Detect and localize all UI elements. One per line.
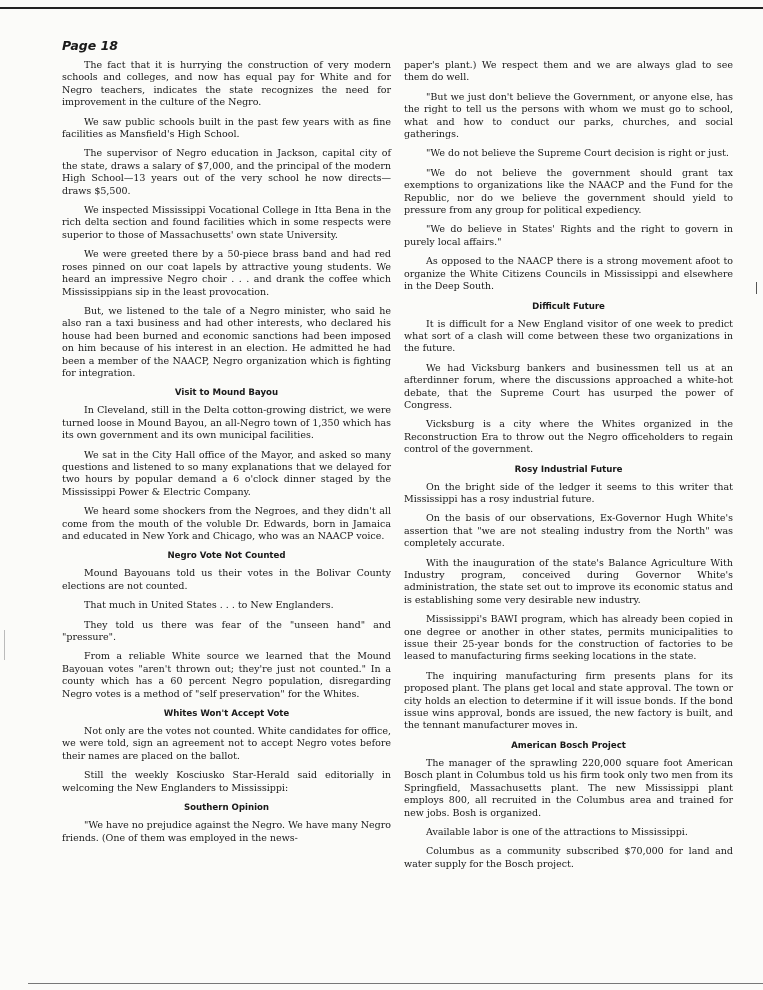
section-heading: Whites Won't Accept Vote — [163, 709, 290, 720]
paragraph: We saw public schools built in the past few years with as fine facilities as Mansfield's High School. — [62, 116, 391, 141]
paragraph: They told us there was fear of the "unseen hand" and "pressure". — [62, 619, 391, 644]
section-heading: Negro Vote Not Counted — [167, 551, 286, 562]
paragraph: We heard some shockers from the Negroes, and they didn't all come from the mouth of the voluble Dr. Edwards, born in Jamaica and educated in New York and Chicago, who was an NAACP voice. — [62, 506, 391, 542]
paragraph: On the basis of our observations, Ex-Governor Hugh White's assertion that "we are not stealing industry from the North" was completely accurate. — [404, 513, 733, 550]
left-column — [62, 60, 391, 852]
paragraph: "We do not believe the Supreme Court decision is right or just. — [426, 148, 729, 160]
paragraph: paper's plant.) We respect them and we are always glad to see them do well. — [404, 60, 733, 84]
margin-mark — [756, 282, 757, 294]
paragraph: Available labor is one of the attractions to Mississippi. — [426, 826, 688, 838]
section-heading: American Bosch Project — [511, 740, 626, 751]
paragraph: That much in United States . . . to New Englanders. — [84, 600, 334, 612]
paragraph: It is difficult for a New England visitor of one week to predict what sort of a clash will come between these two organizations in the future. — [404, 318, 733, 355]
paragraph: But, we listened to the tale of a Negro minister, who said he also ran a taxi business and had other interests, who declared his house had been burned and economic sanctions had been imposed on him because of his interest in an election. He admitted he had been a member of the NAACP, Negro organization which is fighting for integration. — [62, 305, 391, 379]
paragraph: The supervisor of Negro education in Jackson, capital city of the state, draws a salary of $7,000, and the principal of the modern High School—13 years out of the very school he now directs—draws $5,500. — [62, 148, 391, 197]
right-column — [404, 60, 733, 878]
paragraph: The manager of the sprawling 220,000 square foot American Bosch plant in Columbus told us his firm took only two men from its Springfield, Massachusetts plant. The new Mississippi plant employs 800, all recruited in the Columbus area and trained for new jobs. Bosh is organized. — [404, 757, 733, 819]
paragraph: "We do believe in States' Rights and the right to govern in purely local affairs." — [404, 224, 733, 248]
paragraph: With the inauguration of the state's Balance Agriculture With Industry program, conceived during Governor White's administration, the state set out to improve its economic status and is establishing some very desirable new industry. — [404, 557, 733, 606]
paragraph: As opposed to the NAACP there is a strong movement afoot to organize the White Citizens Councils in Mississippi and elsewhere in the Deep South. — [404, 256, 733, 293]
paragraph: Mound Bayouans told us their votes in the Bolivar County elections are not counted. — [62, 568, 391, 592]
paragraph: We had Vicksburg bankers and businessmen tell us at an afterdinner forum, where the discussions approached a white-hot debate, that the Supreme Court has usurped the power of Congress. — [404, 362, 733, 411]
paragraph: "We do not believe the government should grant tax exemptions to organizations like the NAACP and the Fund for the Republic, nor do we believe the government should yield to pressure from any group for political expediency. — [404, 167, 733, 217]
paragraph: On the bright side of the ledger it seems to this writer that Mississippi has a rosy industrial future. — [404, 481, 733, 505]
section-heading: Southern Opinion — [183, 803, 270, 814]
page-number: Page 18 — [62, 38, 118, 53]
paragraph: "But we just don't believe the Government, or anyone else, has the right to tell us the persons with whom we must go to school, what and how to conduct our parks, churches, and social gatherings. — [404, 91, 733, 141]
top-rule — [0, 7, 763, 9]
bottom-rule — [28, 983, 763, 984]
paragraph: "We have no prejudice against the Negro. We have many Negro friends. (One of them was employed in the news- — [62, 820, 391, 844]
paragraph: Not only are the votes not counted. White candidates for office, we were told, sign an agreement not to accept Negro votes before their names are placed on the ballot. — [62, 726, 391, 762]
section-heading: Difficult Future — [532, 301, 605, 312]
paragraph: In Cleveland, still in the Delta cotton-growing district, we were turned loose in Mound Bayou, an all-Negro town of 1,350 which has its own government and its own municipal facilities. — [62, 405, 391, 442]
paragraph: We sat in the City Hall office of the Mayor, and asked so many questions and listened to so many explanations that we delayed for two hours by popular demand a 6 o'clock dinner staged by the Mississippi Power & Electric Company. — [62, 449, 391, 498]
paragraph: Mississippi's BAWI program, which has already been copied in one degree or another in other states, permits municipalities to issue their 25-year bonds for the construction of factories to be leased to manufacturing firms seeking locations in the state. — [404, 614, 733, 663]
paragraph: Columbus as a community subscribed $70,000 for land and water supply for the Bosch project. — [404, 846, 733, 870]
paragraph: Vicksburg is a city where the Whites organized in the Reconstruction Era to throw out the Negro officeholders to regain control of the government. — [404, 419, 733, 456]
paragraph: From a reliable White source we learned that the Mound Bayouan votes "aren't thrown out; they're just not counted." In a county which has a 60 percent Negro population, disregarding Negro votes is a method of "self preservation" for the Whites. — [62, 651, 391, 700]
paragraph: We inspected Mississippi Vocational College in Itta Bena in the rich delta section and found facilities which in some respects were superior to those of Massachusetts' own state University. — [62, 205, 391, 241]
section-heading: Rosy Industrial Future — [514, 464, 623, 475]
paragraph: We were greeted there by a 50-piece brass band and had red roses pinned on our coat lapels by attractive young students. We heard an impressive Negro choir . . . and drank the coffee which Mississippians sip in the least provocation. — [62, 249, 391, 298]
paragraph: The fact that it is hurrying the construction of very modern schools and colleges, and now has equal pay for White and for Negro teachers, indicates the state recognizes the need for improvement in the culture of the Negro. — [62, 60, 391, 109]
paragraph: Still the weekly Kosciusko Star-Herald said editorially in welcoming the New Englanders to Mississippi: — [62, 770, 391, 794]
margin-mark — [4, 630, 5, 660]
paragraph: The inquiring manufacturing firm presents plans for its proposed plant. The plans get local and state approval. The town or city holds an election to determine if it will issue bonds. If the bond issue wins approval, bonds are issued, the new factory is built, and the tennant manufacturer moves in. — [404, 670, 733, 732]
section-heading: Visit to Mound Bayou — [174, 388, 279, 399]
